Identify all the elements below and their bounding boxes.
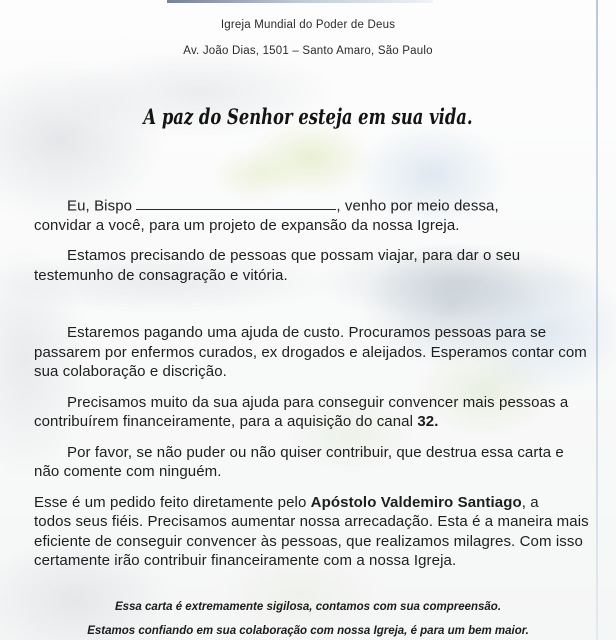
letter-line [34, 323, 586, 343]
letter-paragraph [34, 393, 586, 432]
body-text: Estaremos pagando uma ajuda de custo. Procuramos pessoas para se [67, 324, 547, 342]
body-text: Estamos precisando de pessoas que possam viajar, para dar o seu [67, 247, 521, 265]
body-text: Por favor, se não puder ou não quiser contribuir, que destrua essa carta e [67, 443, 564, 461]
emphasis-text: 32. [417, 413, 439, 431]
body-text: contribuírem financeiramente, para a aquisição do canal [34, 413, 418, 431]
body-text: não comente com ninguém. [34, 463, 222, 481]
greeting-line [0, 104, 616, 129]
letter-line [34, 216, 586, 236]
letter-line [34, 246, 586, 266]
letter-footer [0, 601, 616, 637]
body-text: todos seus fiéis. Precisamos aumentar nossa arrecadação. Esta é a maneira mais [34, 513, 589, 531]
letter-line [34, 443, 586, 463]
letter-paragraph [34, 493, 589, 571]
footer-note-collaboration: Estamos confiando em sua colaboração com nossa Igreja, é para um bem maior. [87, 624, 529, 637]
greeting-text: A paz do Senhor esteja em sua vida. [143, 104, 473, 129]
letter-line [34, 266, 586, 286]
letter-line [34, 551, 586, 571]
body-text: Precisamos muito da sua ajuda para conseguir convencer mais pessoas a [67, 393, 569, 411]
body-text: eficiente de conseguir convencer às pessoas, que realizamos milagres. Com isso [34, 532, 583, 550]
letter-paragraph [34, 246, 586, 285]
emphasis-text: Apóstolo Valdemiro Santiago [310, 493, 522, 511]
body-text: passarem por enfermos curados, ex drogados e aleijados. Esperamos contar com [34, 343, 587, 361]
letter-line [34, 195, 586, 216]
letter-line [34, 412, 586, 432]
body-text: certamente irão contribuir financeiramente com a nossa Igreja. [34, 552, 457, 570]
letter-paragraph [34, 323, 586, 382]
letter-line [34, 532, 586, 552]
letter-line [34, 462, 586, 482]
body-text: convidar a você, para um projeto de expansão da nossa Igreja. [34, 216, 460, 234]
letter-paragraph [34, 195, 586, 235]
letterhead [0, 19, 616, 57]
body-text: Eu, Bispo [67, 197, 137, 215]
body-text: sua colaboração e discrição. [34, 363, 227, 381]
church-name: Igreja Mundial do Poder de Deus [220, 19, 396, 31]
letter-line [34, 512, 589, 532]
body-text: testemunho de consagração e vitória. [34, 266, 288, 284]
letter-paragraph [34, 443, 586, 482]
church-address: Av. João Dias, 1501 – Santo Amaro, São Paulo [183, 45, 433, 57]
scan-artifact-top-edge [167, 0, 433, 3]
letter-body [0, 195, 616, 571]
letter-line [34, 362, 586, 382]
fill-in-blank-line [136, 195, 336, 210]
body-text: Esse é um pedido feito diretamente pelo [34, 493, 311, 511]
body-text: , venho por meio dessa, [336, 197, 499, 215]
letter-line [34, 493, 586, 513]
letter-line [34, 343, 586, 363]
letter-line [34, 393, 586, 413]
footer-note-confidential: Essa carta é extremamente sigilosa, contamos com sua compreensão. [114, 600, 502, 613]
body-text: , a [521, 493, 539, 511]
